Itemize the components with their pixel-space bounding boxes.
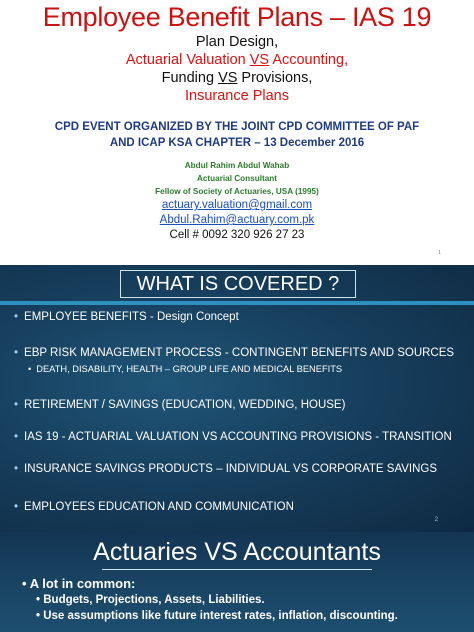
presenter-role: Actuarial Consultant (196, 174, 278, 183)
page-number: 1 (438, 250, 441, 256)
sub-bullet-item (28, 364, 342, 374)
subtitle-line-2-part-b: Accounting, (269, 52, 349, 68)
comparison-heading: Actuaries VS Accountants (93, 538, 381, 566)
presenter-name: Abdul Rahim Abdul Wahab (184, 161, 290, 170)
bullet-dot-icon: • (22, 576, 30, 591)
subtitle-line-1: Plan Design, (195, 34, 279, 50)
bullet-item (22, 576, 135, 591)
sub-bullet-item (36, 610, 398, 622)
cell-number: Cell # 0092 320 926 27 23 (169, 229, 305, 241)
subtitle-line-3-part-a: Funding (161, 70, 219, 86)
bullet-text: EMPLOYEE BENEFITS - Design Concept (24, 311, 239, 323)
subtitle-line-3-part-b: Provisions, (237, 70, 313, 86)
bullet-text: INSURANCE SAVINGS PRODUCTS – INDIVIDUAL VS CORPORATE SAVINGS (24, 463, 438, 475)
subtitle-line-2 (0, 51, 474, 69)
subtitle-line-3-vs: VS (218, 70, 238, 86)
email-link-2[interactable]: Abdul.Rahim@actuary.com.pk (159, 214, 315, 226)
slide-title: Employee Benefit Plans – IAS 19 (42, 2, 432, 32)
bullet-text: A lot in common: (29, 576, 136, 591)
bullet-text: EMPLOYEES EDUCATION AND COMMUNICATION (24, 501, 294, 513)
subtitle-line-2-vs: VS (249, 52, 270, 68)
presenter-fellowship: Fellow of Society of Actuaries, USA (1995) (155, 187, 319, 196)
contents-slide (0, 265, 474, 532)
page-number: 2 (434, 517, 438, 523)
sub-bullet-dot-icon: • (36, 610, 44, 622)
title-slide (0, 0, 474, 265)
subtitle-line-4: Insurance Plans (185, 88, 289, 104)
bullet-dot-icon: • (14, 347, 19, 359)
cpd-line-1: CPD EVENT ORGANIZED BY THE JOINT CPD COMMITTEE OF PAF (54, 121, 420, 133)
contents-heading: WHAT IS COVERED ? (120, 270, 356, 298)
subtitle-line-2-part-a: Actuarial Valuation (125, 52, 250, 68)
sub-bullet-text: Budgets, Projections, Assets, Liabilities. (43, 594, 265, 606)
email-link-1[interactable]: actuary.valuation@gmail.com (161, 199, 313, 211)
bullet-dot-icon: • (14, 501, 19, 513)
bullet-item (14, 399, 345, 411)
comparison-slide (0, 532, 474, 632)
bullet-dot-icon: • (14, 463, 19, 475)
heading-divider (0, 301, 474, 305)
bullet-dot-icon: • (14, 311, 19, 323)
bullet-item (14, 347, 454, 359)
subtitle-line-3 (0, 69, 474, 87)
bullet-dot-icon: • (14, 431, 19, 443)
sub-bullet-text: Use assumptions like future interest rates, inflation, discounting. (43, 610, 398, 622)
bullet-text: RETIREMENT / SAVINGS (EDUCATION, WEDDING, HOUSE) (24, 399, 346, 411)
bullet-text: EBP RISK MANAGEMENT PROCESS - CONTINGENT BENEFITS AND SOURCES (24, 347, 455, 359)
bullet-dot-icon: • (14, 399, 19, 411)
bullet-text: IAS 19 - ACTUARIAL VALUATION VS ACCOUNTING PROVISIONS - TRANSITION (24, 431, 452, 443)
cpd-line-2: AND ICAP KSA CHAPTER – 13 December 2016 (109, 137, 365, 149)
sub-bullet-text: DEATH, DISABILITY, HEALTH – GROUP LIFE AND MEDICAL BENEFITS (36, 364, 343, 374)
sub-bullet-dot-icon: • (36, 594, 44, 606)
sub-bullet-item (36, 594, 265, 606)
bullet-item (14, 501, 294, 513)
heading-underline (102, 569, 372, 570)
sub-bullet-dot-icon: • (28, 364, 32, 374)
bullet-item (14, 431, 452, 443)
bullet-item (14, 463, 437, 475)
bullet-item (14, 311, 239, 323)
cpd-event-info (0, 119, 474, 151)
